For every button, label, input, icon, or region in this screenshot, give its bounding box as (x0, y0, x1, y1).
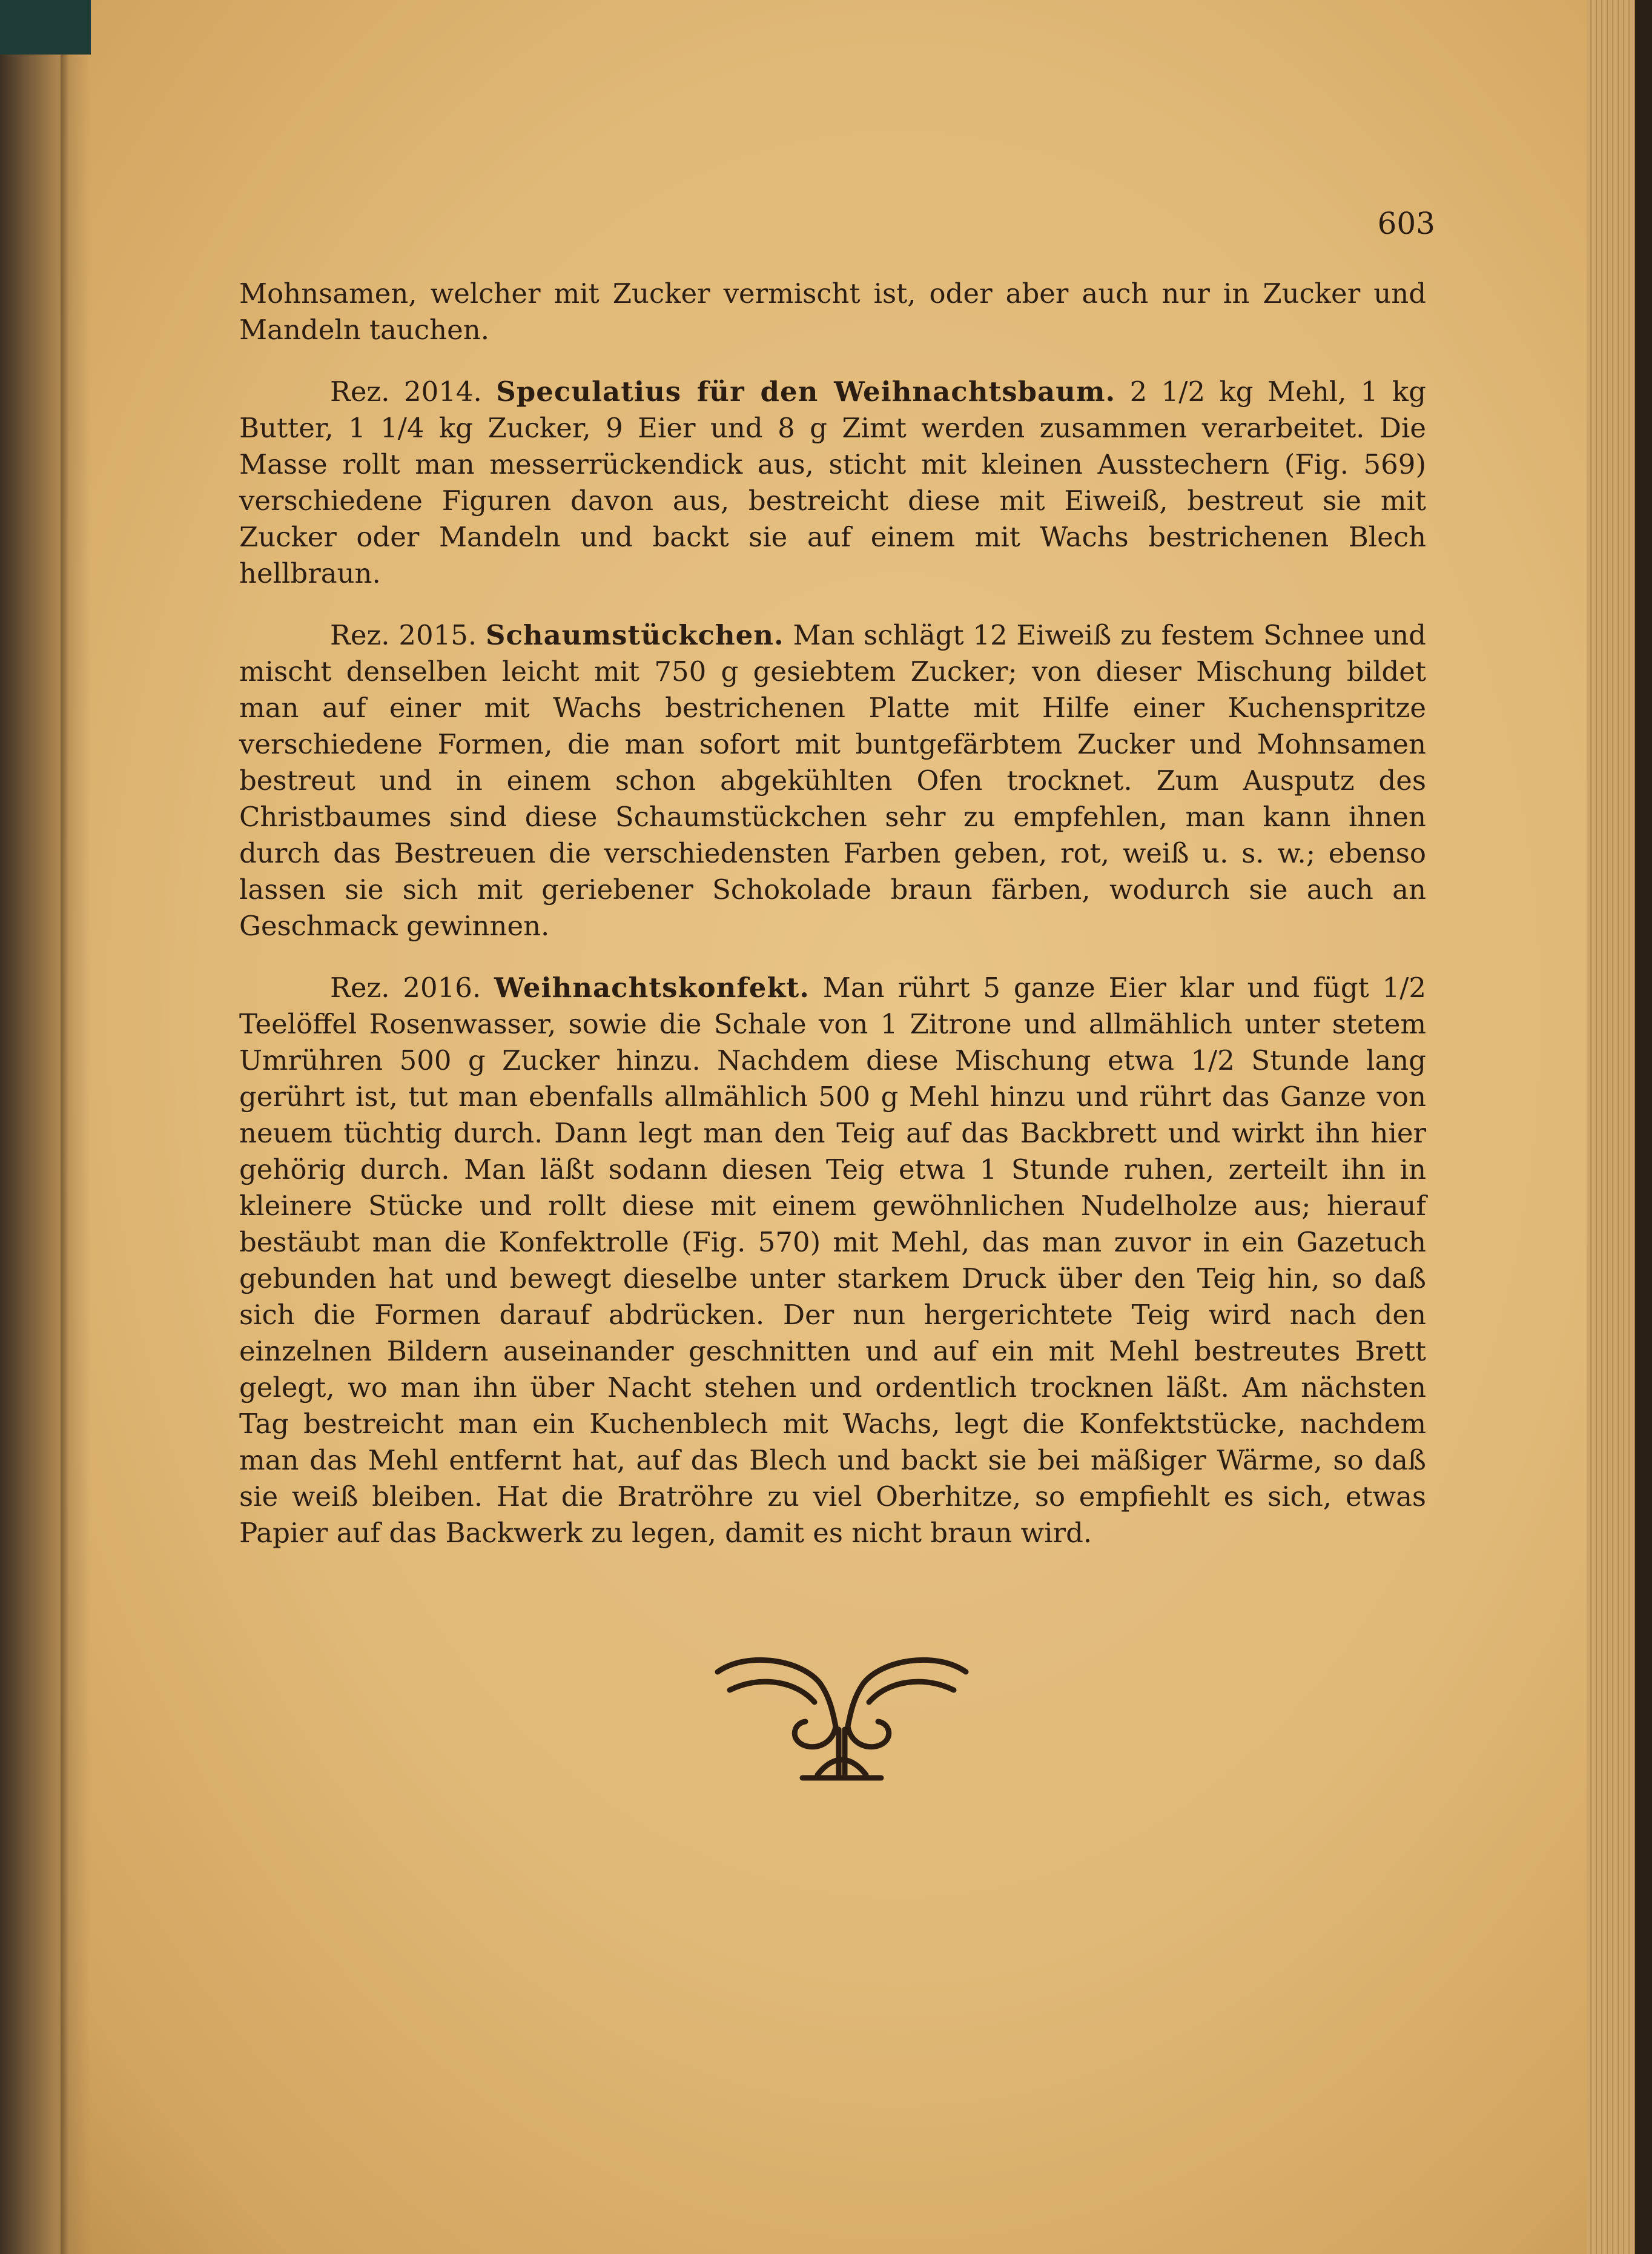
recipe-body: Man schlägt 12 Eiweiß zu festem Schnee und mischt denselben leicht mit 750 g gesiebtem Zucker; von dieser Mischung bildet man auf einer mit Wachs bestrichenen Platte mit Hilfe einer Kuchenspritze verschiedene Formen, die man sofort mit buntgefärbtem Zucker und Mohnsamen bestreut und in einem schon abgekühlten Ofen trocknet. Zum Ausputz des Christbaumes sind diese Schaumstückchen sehr zu empfehlen, man kann ihnen durch das Bestreuen die verschiedensten Farben geben, rot, weiß u. s. w.; ebenso lassen sie sich mit geriebener Schokolade braun färben, wodurch sie auch an Geschmack gewinnen. (239, 619, 1426, 942)
recipe-ref: Rez. 2014. (330, 376, 482, 408)
book-gutter (0, 0, 91, 2254)
page-number: 603 (1377, 206, 1435, 241)
recipe-ref: Rez. 2015. (330, 619, 477, 651)
binding-cloth (0, 0, 91, 55)
body-text (239, 276, 1426, 1577)
recipe-body: Man rührt 5 ganze Eier klar und fügt 1/2 Teelöffel Rosenwasser, sowie die Schale von 1 Zitrone und allmählich unter stetem Umrühren 500 g Zucker hinzu. Nachdem diese Mischung etwa 1/2 Stunde lang gerührt ist, tut man ebenfalls allmählich 500 g Mehl hinzu und rührt das Ganze von neuem tüchtig durch. Dann legt man den Teig auf das Backbrett und wirkt ihn hier gehörig durch. Man läßt sodann diesen Teig etwa 1 Stunde ruhen, zerteilt ihn in kleinere Stücke und rollt diese mit einem gewöhnlichen Nudelholze aus; hierauf bestäubt man die Konfektrolle (Fig. 570) mit Mehl, das man zuvor in ein Gazetuch gebunden hat und bewegt dieselbe unter starkem Druck über den Teig hin, so daß sich die Formen darauf abdrücken. Der nun hergerichtete Teig wird nach den einzelnen Bildern auseinander geschnitten und auf ein mit Mehl bestreutes Brett gelegt, wo man ihn über Nacht stehen und ordentlich trocknen läßt. Am nächsten Tag bestreicht man ein Kuchenblech mit Wachs, legt die Konfektstücke, nachdem man das Mehl entfernt hat, auf das Blech und backt sie bei mäßiger Wärme, so daß sie weiß bleiben. Hat die Bratröhre zu viel Oberhitze, so empfiehlt es sich, etwas Papier auf das Backwerk zu legen, damit es nicht braun wird. (239, 972, 1426, 1549)
recipe-body: 2 1/2 kg Mehl, 1 kg Butter, 1 1/4 kg Zucker, 9 Eier und 8 g Zimt werden zusammen verarbeitet. Die Masse rollt man messerrückendick aus, sticht mit kleinen Ausstechern (Fig. 569) verschiedene Figuren davon aus, bestreicht diese mit Eiweiß, bestreut sie mit Zucker oder Mandeln und backt sie auf einem mit Wachs bestrichenen Blech hellbraun. (239, 376, 1426, 589)
recipe-ref: Rez. 2016. (330, 972, 481, 1004)
page-edges (1587, 0, 1652, 2254)
recipe-2016 (239, 970, 1426, 1551)
art-nouveau-vignette-icon (712, 1654, 972, 1787)
recipe-title: Weihnachtskonfekt. (494, 972, 810, 1004)
recipe-2014 (239, 374, 1426, 592)
intro-paragraph: Mohnsamen, welcher mit Zucker vermischt ist, oder aber auch nur in Zucker und Mandeln tauchen. (239, 277, 1426, 346)
recipe-title: Speculatius für den Weihnachtsbaum. (496, 376, 1116, 408)
recipe-title: Schaumstückchen. (485, 619, 784, 651)
recipe-2015 (239, 617, 1426, 944)
gutter-fold-shadow (61, 0, 69, 2254)
